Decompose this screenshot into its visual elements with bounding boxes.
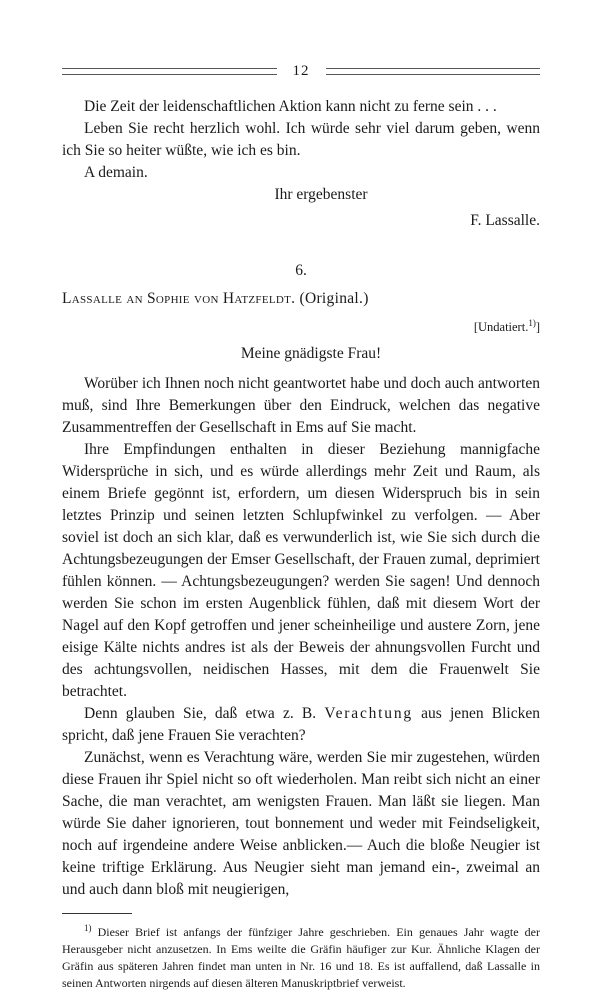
p3-emphasis: Verachtung <box>324 705 413 723</box>
salutation: Meine gnädigste Frau! <box>240 345 382 363</box>
opening-line-3: A demain. <box>84 164 148 181</box>
body-paragraph-3 <box>62 703 540 747</box>
body-paragraph-1: Worüber ich Ihnen noch nicht geantwortet habe und doch auch antworten muß, sind Ihre Bemerkungen über den Eindruck, welchen das negative Zusammentreffen der Gesellschaft in Ems auf Sie macht. <box>62 375 540 437</box>
body-paragraph-2: Ihre Empfindungen enthalten in dieser Beziehung mannigfache Widersprüche in sich, und es würde allerdings mehr Zeit und Raum, als einem Briefe gegönnt ist, erfordern, um diesen Widerspruch bis in sein letztes Prinzip und seinen letzten Schlupfwinkel zu verfolgen. — Aber soviel ist doch an sich klar, daß es verwunderlich ist, wie Sie sich durch die Achtungsbezeugungen der Emser Gesellschaft, der Frauen zumal, deprimiert fühlen können. — Achtungsbezeugungen? werden Sie sagen! Und dennoch werden Sie schon im ersten Augenblick fühlen, daß mit diesem Wort der Nagel auf den Kopf getroffen und jener scheinheilige und austere Zorn, jene eisige Kälte nichts andres ist als der Beweis der ahnungsvollen Furcht und des achtungsvollen, neidischen Hasses, mit dem die Frauenwelt Sie betrachtet. <box>62 441 540 701</box>
date-close-bracket: ] <box>535 320 540 335</box>
p3-before: Denn glauben Sie, daß etwa z. B. <box>84 705 317 723</box>
footnote-text: Dieser Brief ist anfangs der fünfziger Jahre geschrieben. Ein genaues Jahr wagte der Herausgeber nicht anzusetzen. In Ems weilte die Gräfin häufiger zur Kur. Ähnliche Klagen der Gräfin aus späteren Jahren findet man unten in Nr. 16 und 18. Es ist auffallend, daß Lassalle in seinen Antworten nirgends auf diesen älteren Manuskriptbrief verweist. <box>62 925 540 991</box>
date-text: [Undatiert. <box>473 320 529 335</box>
letter-title <box>62 290 540 308</box>
page-number: 12 <box>292 62 310 79</box>
header-rule-right <box>326 68 541 75</box>
opening-line-2: Leben Sie recht herzlich wohl. Ich würde sehr viel darum geben, wenn ich Sie so heiter wüßte, wie ich es bin. <box>62 120 540 159</box>
page-header <box>62 60 540 82</box>
date-footnote-ref: 1) <box>528 318 536 328</box>
letter-number: 6. <box>295 262 307 279</box>
footnote <box>62 920 540 992</box>
letter-title-main: Lassalle an Sophie von Hatzfeldt. <box>62 290 296 307</box>
body-paragraph-4: Zunächst, wenn es Verachtung wäre, werden Sie mir zugestehen, würden diese Frauen ihr Spiel nicht so oft wiederholen. Man reibt sich nicht an einer Sache, die man verachtet, am wenigsten Frauen. Man läßt sie liegen. Man würde Sie daher ignorieren, tout bonnement und weder mit Feindseligkeit, noch auf irgendeine andere Weise anblicken.— Auch die bloße Neugier ist keine triftige Erklärung. Aus Neugier sieht man jemand ein-, zweimal an und auch dann bloß mit neugierigen, <box>62 749 540 899</box>
letter-date-note <box>62 318 540 335</box>
signature: F. Lassalle. <box>470 212 540 229</box>
p3-after: aus jenen Blicken spricht, daß jene Frauen Sie verachten? <box>62 705 540 745</box>
closing-formula: Ihr ergebenster <box>274 186 368 203</box>
footnote-divider <box>62 913 132 914</box>
letter-title-note: (Original.) <box>299 290 369 307</box>
footnote-marker: 1) <box>84 923 92 934</box>
book-page <box>62 60 540 992</box>
opening-line-1: Die Zeit der leidenschaftlichen Aktion kann nicht zu ferne sein . . . <box>84 98 497 115</box>
header-rule-left <box>62 68 277 75</box>
